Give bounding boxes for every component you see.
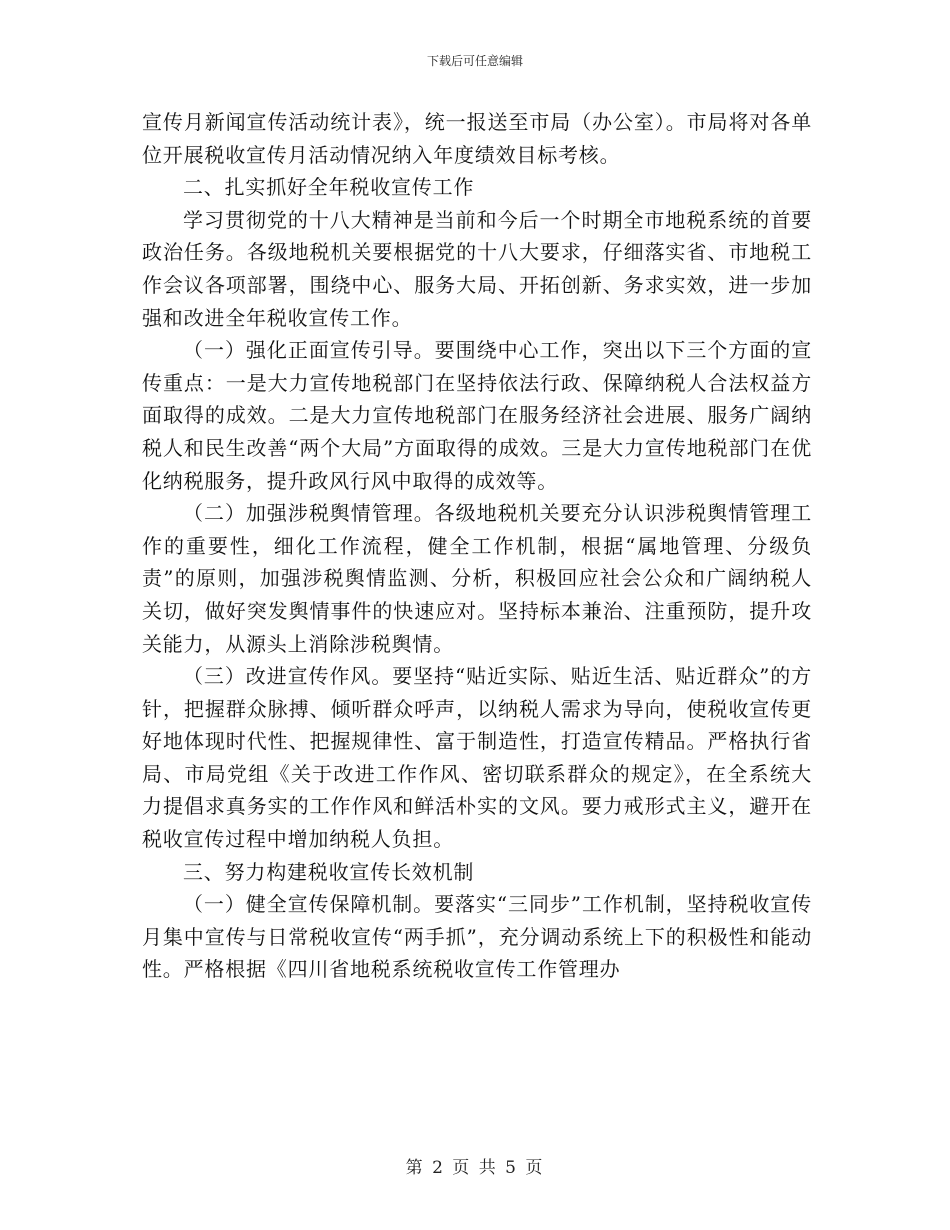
section-heading-3: 三、努力构建税收宣传长效机制 [183, 859, 475, 884]
paragraph: （一）强化正面宣传引导。要围绕中心工作，突出以下三个方面的宣传重点：一是大力宣传地税部门在坚持依法行政、保障纳税人合法权益方面取得的成效。二是大力宣传地税部门在服务经济社会进展、服务广阔纳税人和民生改善“两个大局”方面取得的成效。三是大力宣传地税部门在优化纳税服务，提升政风行风中取得的成效等。 [142, 338, 812, 493]
paragraph-continuation: 宣传月新闻宣传活动统计表》，统一报送至市局（办公室）。市局将对各单位开展税收宣传月活动情况纳入年度绩效目标考核。 [142, 110, 812, 167]
section-heading-2: 二、扎实抓好全年税收宣传工作 [183, 175, 475, 200]
paragraph: （三）改进宣传作风。要坚持“贴近实际、贴近生活、贴近群众”的方针，把握群众脉搏、倾听群众呼声，以纳税人需求为导向，使税收宣传更好地体现时代性、把握规律性、富于制造性，打造宣传精品。严格执行省局、市局党组《关于改进工作作风、密切联系群众的规定》，在全系统大力提倡求真务实的工作作风和鲜活朴实的文风。要力戒形式主义，避开在税收宣传过程中增加纳税人负担。 [142, 664, 812, 852]
page-number: 第 2 页 共 5 页 [405, 1158, 545, 1178]
paragraph: （二）加强涉税舆情管理。各级地税机关要充分认识涉税舆情管理工作的重要性，细化工作流程，健全工作机制，根据“属地管理、分级负责”的原则，加强涉税舆情监测、分析，积极回应社会公众和广阔纳税人关切，做好突发舆情事件的快速应对。坚持标本兼治、注重预防，提升攻关能力，从源头上消除涉税舆情。 [142, 501, 812, 656]
paragraph: 学习贯彻党的十八大精神是当前和今后一个时期全市地税系统的首要政治任务。各级地税机关要根据党的十八大要求，仔细落实省、市地税工作会议各项部署，围绕中心、服务大局、开拓创新、务求实效，进一步加强和改进全年税收宣传工作。 [142, 207, 812, 330]
document-body [142, 106, 812, 986]
page-header: 下载后可任意编辑 [426, 54, 523, 68]
paragraph: （一）健全宣传保障机制。要落实“三同步”工作机制，坚持税收宣传月集中宣传与日常税收宣传“两手抓”，充分调动系统上下的积极性和能动性。严格根据《四川省地税系统税收宣传工作管理办 [142, 892, 812, 982]
